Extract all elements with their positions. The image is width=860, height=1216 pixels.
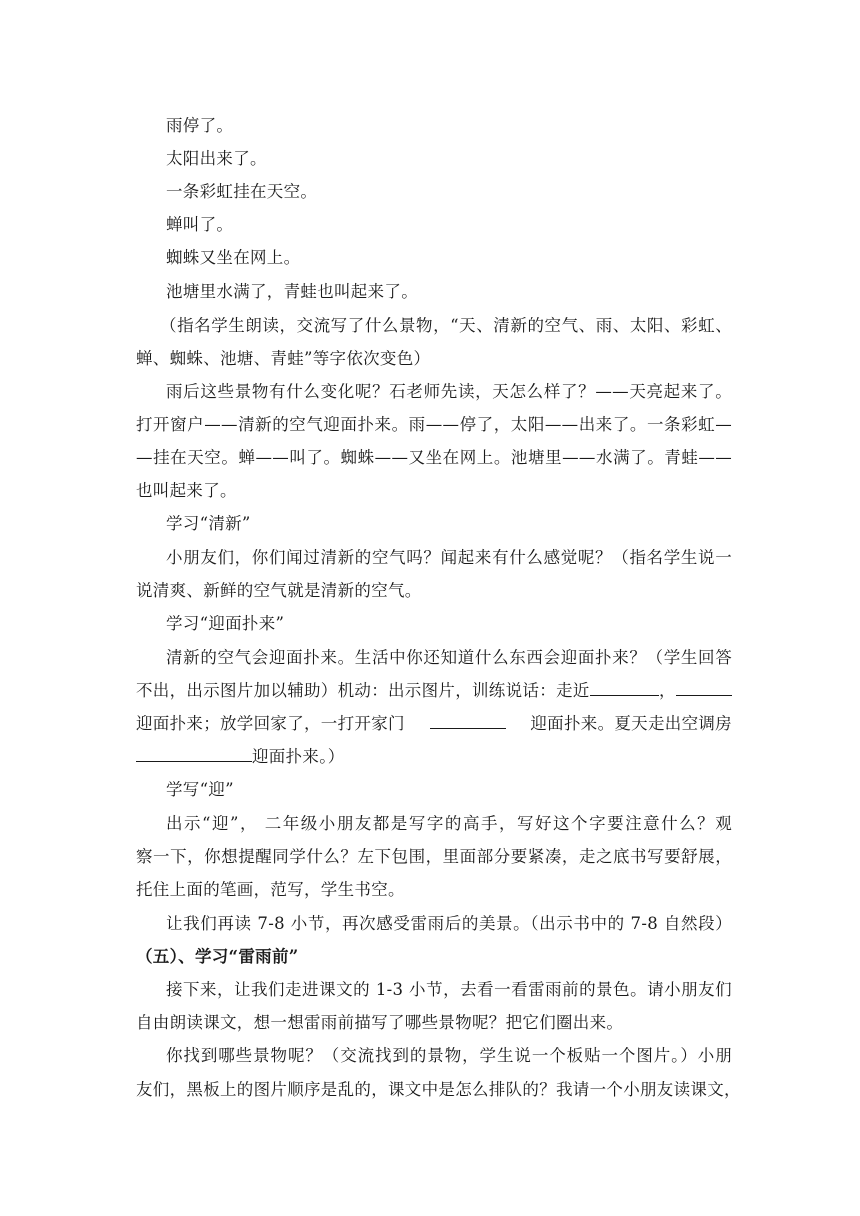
fill-in-blank — [590, 681, 659, 696]
text-line — [136, 747, 732, 767]
text-line: 小朋友们，你们闻过清新的空气吗？闻起来有什么感觉呢？（指名学生说一 — [166, 548, 732, 567]
text-line: 池塘里水满了，青蛙也叫起来了。 — [166, 282, 418, 301]
text-line: 雨后这些景物有什么变化呢？石老师先读，天怎么样了？——天亮起来了。 — [166, 382, 732, 401]
text-line: 一条彩虹挂在天空。 — [166, 182, 318, 201]
text-line: 出示“迎”， 二年级小朋友都是写字的高手，写好这个字要注意什么？观 — [166, 814, 732, 833]
section-label: 学习“迎面扑来” — [166, 614, 285, 633]
text-line: 打开窗户——清新的空气迎面扑来。雨——停了，太阳——出来了。一条彩虹— — [136, 415, 732, 434]
text-fragment: 迎面扑来。） — [252, 747, 345, 766]
text-line: —挂在天空。蝉——叫了。蜘蛛——又坐在网上。池塘里——水满了。青蛙—— — [136, 448, 732, 467]
section-label: 学写“迎” — [166, 780, 234, 799]
text-line: 蝉、蜘蛛、池塘、青蛙”等字依次变色） — [136, 349, 431, 368]
text-line: 说清爽、新鲜的空气就是清新的空气。 — [136, 581, 422, 600]
text-line: 察一下，你想提醒同学什么？左下包围，里面部分要紧凑，走之底书写要舒展， — [136, 847, 732, 866]
text-line: 接下来，让我们走进课文的 1-3 小节，去看一看雷雨前的景色。请小朋友们 — [166, 980, 732, 999]
text-line: （指名学生朗读，交流写了什么景物，“天、清新的空气、雨、太阳、彩虹、 — [160, 316, 732, 335]
fill-in-blank — [136, 747, 252, 762]
text-line — [136, 681, 732, 701]
text-line: 让我们再读 7-8 小节，再次感受雷雨后的美景。（出示书中的 7-8 自然段） — [166, 914, 732, 933]
text-line: 雨停了。 — [166, 116, 234, 135]
text-line: 托住上面的笔画，范写，学生书空。 — [136, 880, 405, 899]
text-fragment: 迎面扑来。夏天走出空调房 — [530, 714, 732, 733]
fill-in-blank — [676, 681, 732, 696]
text-line: 你找到哪些景物呢？（交流找到的景物，学生说一个板贴一个图片。）小朋 — [166, 1046, 732, 1065]
fill-in-blank — [430, 714, 506, 729]
text-line: 蜘蛛又坐在网上。 — [166, 248, 301, 267]
text-line: 清新的空气会迎面扑来。生活中你还知道什么东西会迎面扑来？（学生回答 — [166, 648, 732, 667]
text-line: 友们，黑板上的图片顺序是乱的，课文中是怎么排队的？我请一个小朋友读课文， — [136, 1080, 741, 1099]
text-fragment: ， — [659, 681, 676, 700]
text-line — [136, 714, 732, 734]
section-heading: （五）、学习“雷雨前” — [136, 947, 299, 966]
section-label: 学习“清新” — [166, 514, 251, 533]
text-line: 蝉叫了。 — [166, 215, 234, 234]
text-fragment: 不出，出示图片加以辅助）机动：出示图片，训练说话：走近 — [136, 681, 590, 700]
text-line: 自由朗读课文，想一想雷雨前描写了哪些景物呢？把它们圈出来。 — [136, 1013, 624, 1032]
text-line: 也叫起来了。 — [136, 481, 237, 500]
text-fragment: 迎面扑来；放学回家了，一打开家门 — [136, 714, 405, 733]
text-line: 太阳出来了。 — [166, 149, 267, 168]
